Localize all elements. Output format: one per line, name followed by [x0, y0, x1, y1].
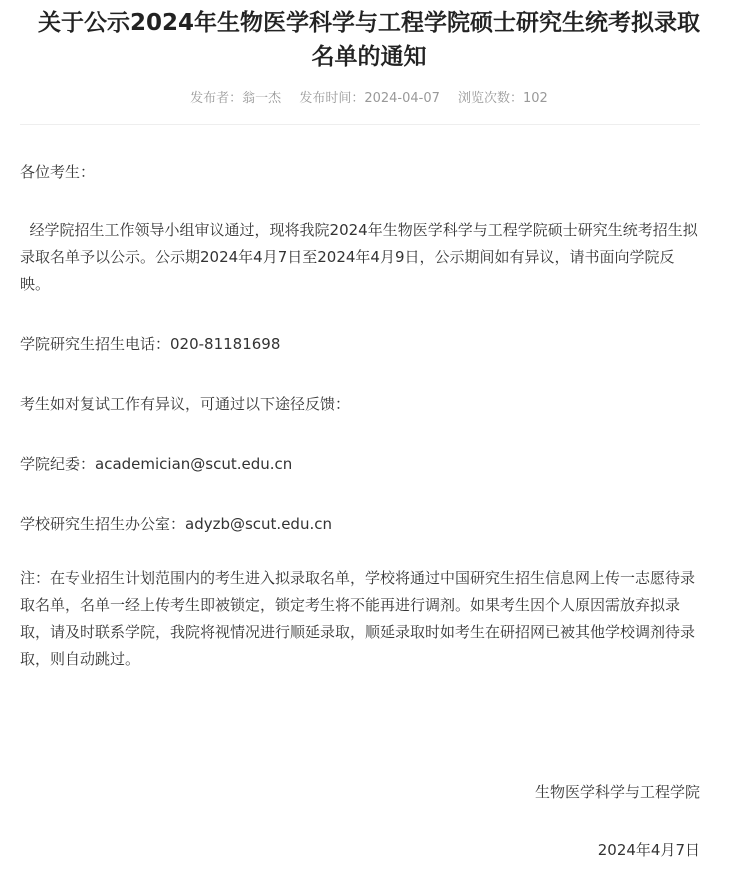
signature-paragraph: 生物医学科学与工程学院 — [534, 783, 700, 801]
greeting-paragraph: 各位考生： — [20, 163, 96, 181]
phone-paragraph: 学院研究生招生电话：020-81181698 — [20, 335, 281, 353]
note-paragraph: 注：在专业招生计划范围内的考生进入拟录取名单，学校将通过中国研究生招生信息网上传一志愿待录取名单，名单一经上传考生即被锁定，锁定考生将不能再进行调剂。如果考生因个人原因需放弃拟录取，请及时联系学院，我院将视情况进行顺延录取，顺延录取时如考生在研招网已被其他学校调剂待录取，则自动跳过。 — [20, 569, 696, 668]
discipline-contact-paragraph: 学院纪委：academician@scut.edu.cn — [20, 455, 293, 473]
page-title — [0, 0, 738, 74]
announcement-paragraph: 经学院招生工作领导小组审议通过，现将我院2024年生物医学科学与工程学院硕士研究生统考招生拟录取名单予以公示。公示期2024年4月7日至2024年4月9日，公示期间如有异议，请书面向学院反映。 — [20, 221, 698, 293]
feedback-paragraph: 考生如对复试工作有异议，可通过以下途径反馈： — [20, 395, 351, 413]
publish-time-label: 发布时间：2024-04-07 — [299, 91, 440, 106]
admissions-office-contact-paragraph: 学校研究生招生办公室：adyzb@scut.edu.cn — [20, 515, 332, 533]
date-paragraph: 2024年4月7日 — [597, 841, 700, 859]
article-meta — [0, 90, 738, 108]
publisher-label: 发布者：翁一杰 — [190, 91, 282, 106]
title-line-1: 关于公示2024年生物医学科学与工程学院硕士研究生统考拟录取 — [37, 10, 700, 36]
title-line-2: 名单的通知 — [311, 44, 427, 70]
title-divider — [20, 124, 700, 125]
view-count-label: 浏览次数：102 — [458, 91, 548, 106]
